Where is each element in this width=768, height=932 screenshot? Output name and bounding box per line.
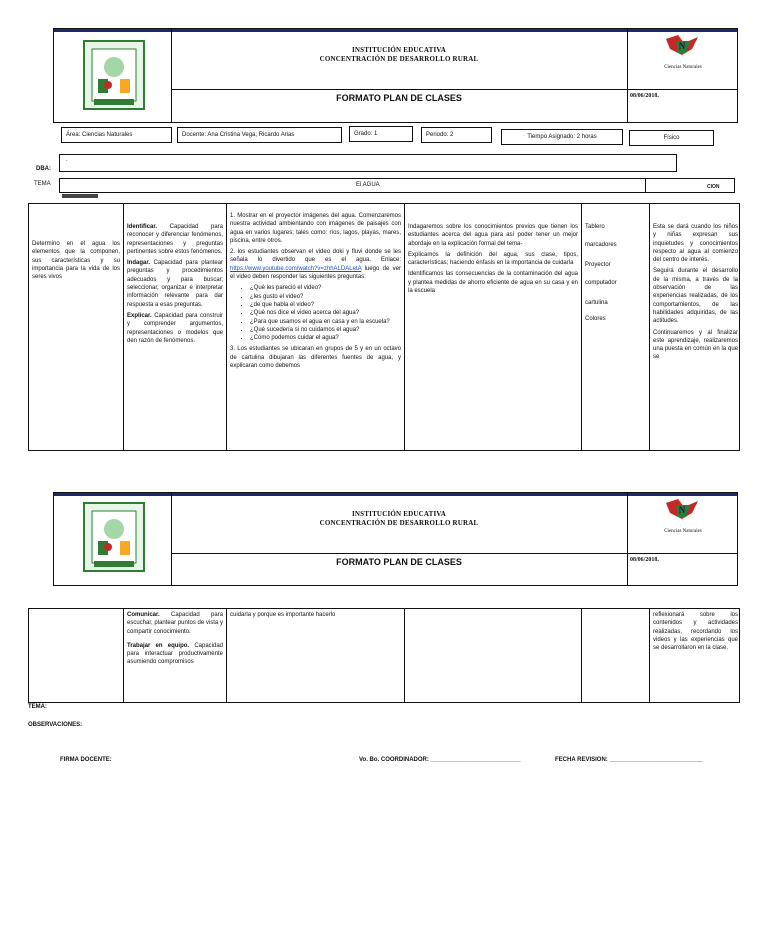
table2-evaluation-col [650, 609, 741, 654]
institution-name: INSTITUCIÓN EDUCATIVA [352, 510, 446, 518]
header-date: 08/06/2018. [630, 93, 659, 99]
video-link[interactable]: https://www.youtube.com/watch?v=zhhALDALetA [230, 265, 362, 272]
school-crest-icon [82, 501, 146, 573]
question-item: • ¿Qué sucedería si no cuidamos el agua? [250, 326, 401, 334]
competence-title: Indagar. [127, 260, 151, 267]
competence-text: Capacidad para escuchar, plantear puntos de vista y compartir conocimiento. [127, 612, 223, 635]
activity-2: 2. los estudiantes observan el video doki y fluvi donde se les señala lo divertido que es el agua. Enlace: https://www.youtube.com/watch?v=zhhALDALetA luego de ver el video deben responder las siguientes preguntas: [230, 249, 401, 281]
activity-continuation: cuidarla y porque es importante hacerlo [230, 612, 336, 618]
table1-explanation-col [405, 221, 581, 300]
area-field: Área: Ciencias Naturales [61, 127, 172, 143]
plan-table-2 [28, 608, 740, 703]
format-title: FORMATO PLAN DE CLASES [336, 557, 462, 567]
header-block-1 [53, 28, 738, 123]
tema-cion: CION [707, 184, 720, 190]
evaluation-paragraph: Continuaremos y al finalizar este aprendizaje, realizaremos una puesta en común en la que se [653, 329, 738, 361]
tema-label: TEMA [34, 181, 51, 187]
dba-value: . [66, 157, 68, 163]
header-block-2 [53, 492, 738, 586]
evaluation-paragraph: Seguirá durante el desarrollo de la misma, a través de la observación de las experiencias realizadas, de los comportamientos, de las habilidades adquiridas, de las actitudes. [653, 268, 738, 325]
resource-item: computador [585, 280, 617, 286]
table1-resources-col [582, 221, 649, 325]
footer-coordinador: Vo. Bo. COORDINADOR: ___________________________ [359, 757, 521, 763]
header-date: 08/06/2018. [630, 557, 659, 563]
svg-text:N: N [678, 41, 686, 51]
format-title: FORMATO PLAN DE CLASES [336, 93, 462, 103]
footer-fecha-revision: FECHA REVISION: ____________________________ [555, 757, 703, 763]
institution-name: INSTITUCIÓN EDUCATIVA [352, 46, 446, 54]
footer-observaciones: OBSERVACIONES: [28, 722, 83, 728]
competence-title: Identificar. [127, 224, 158, 230]
plan-table-1 [28, 203, 740, 451]
table1-evaluation-col [650, 221, 741, 451]
table1-col1-text: Determino en el agua los elementos que la componen, sus características y su importancia para la vida de los seres vivos [32, 241, 120, 281]
evaluation-paragraph: Esta se dará cuando los niños y niñas expresan sus inquietudes y conocimientos respecto al agua al comienzo del centro de interés. [653, 224, 738, 264]
institution-subname: CONCENTRACIÓN DE DESARROLLO RURAL [319, 55, 479, 63]
activity-3: 3. Los estudiantes se ubicaran en grupos de 5 y en un octavo de cartulina dibujaran las diferentes fuentes de agua, y explicaran como debemos [230, 346, 401, 370]
resource-item: cartulina [585, 300, 608, 306]
dba-box [59, 154, 677, 172]
svg-text:N: N [678, 505, 686, 515]
docente-field: Docente: Ana Cristina Vega; Ricardo Arias [177, 127, 342, 143]
table1-dba-col [29, 238, 123, 283]
table2-competencias-col [124, 609, 226, 672]
question-item: • ¿les gusto el video? [250, 293, 401, 301]
activity-1: 1. Mostrar en el proyector imágenes del agua. Comenzaremos nuestra actividad ambientando con imágenes de paisajes con agua en varios lugares; tales como: ríos, lagos, playas, mares, piscina, entre otros. [230, 213, 401, 244]
dba-label: DBA: [36, 166, 51, 172]
cdr-logo-icon [662, 33, 702, 59]
explanation-paragraph: Identificamos las consecuencias de la contaminación del agua y plantea medidas de ahorro eficiente de agua en su casa y en la escuela [408, 271, 578, 295]
table2-activities-col [227, 609, 404, 621]
question-item: • ¿Qué les pareció el video? [250, 284, 401, 292]
school-crest-icon [82, 39, 146, 111]
cdr-logo-icon [662, 497, 702, 523]
grado-field: Grado: 1 [349, 126, 413, 142]
competence-title: Trabajar en equipo. [127, 642, 190, 649]
table1-competencias-col [124, 221, 226, 350]
competence-text: Capacidad para plantear preguntas y procedimientos adecuados y para buscar, seleccionar, organizar e interpretar información relevante para dar respuesta a esas preguntas. [127, 260, 223, 308]
fisico-field: Físico [629, 130, 714, 146]
resource-item: Proyector [585, 262, 611, 268]
competence-text: Capacidad para interactuar productivamente asumiendo compromisos [127, 642, 224, 666]
resource-item: Colores [585, 316, 606, 322]
tema-box [59, 178, 735, 193]
footer-tema: TEMA: [28, 704, 47, 710]
competence-text: Capacidad para construir y comprender argumentos, representaciones o modelos que den razón de fenómenos. [127, 312, 223, 344]
table1-activities-col [227, 210, 404, 451]
competence-text: Capacidad para reconocer y diferenciar fenómenos, representaciones y preguntas pertinentes sobre estos fenómenos. [127, 224, 223, 255]
header-area-label: Ciencias Naturales [664, 65, 702, 70]
question-item: • ¿Qué nos dice el video acerca del agua? [250, 309, 401, 317]
tiempo-field: Tiempo Asignado: 2 horas [501, 129, 623, 145]
footer-firma-docente: FIRMA DOCENTE: [60, 757, 112, 763]
competence-title: Explicar. [127, 312, 152, 319]
question-item: • ¿Para que usamos el agua en casa y en la escuela? [250, 318, 401, 326]
explanation-paragraph: Explicamos la definición del agua, sus clase, tipos, características; haciendo énfasis en la importancia de cuidarla [408, 251, 578, 267]
header-area-label: Ciencias Naturales [664, 529, 702, 534]
question-list [230, 284, 401, 342]
competence-title: Comunicar. [127, 612, 160, 618]
institution-subname: CONCENTRACIÓN DE DESARROLLO RURAL [319, 519, 479, 527]
resource-item: Tablero [585, 224, 605, 230]
question-item: • ¿Cómo podemos cuidar el agua? [250, 334, 401, 342]
resource-item: marcadores [585, 242, 617, 248]
explanation-paragraph: Indagaremos sobre los conocimientos previos que tienen los estudiantes acerca del agua para así poder tener un mejor abordaje en la explicación formal del tema- [408, 224, 578, 247]
question-item: • ¿de que habla el video? [250, 301, 401, 309]
periodo-field: Periodo: 2 [421, 127, 492, 143]
tema-value: El AGUA [356, 182, 380, 188]
evaluation-continuation: reflexionará sobre los contenidos y actividades realizadas, recordando los videos y las experiencias que se desarrollaron en la clase. [653, 612, 738, 652]
